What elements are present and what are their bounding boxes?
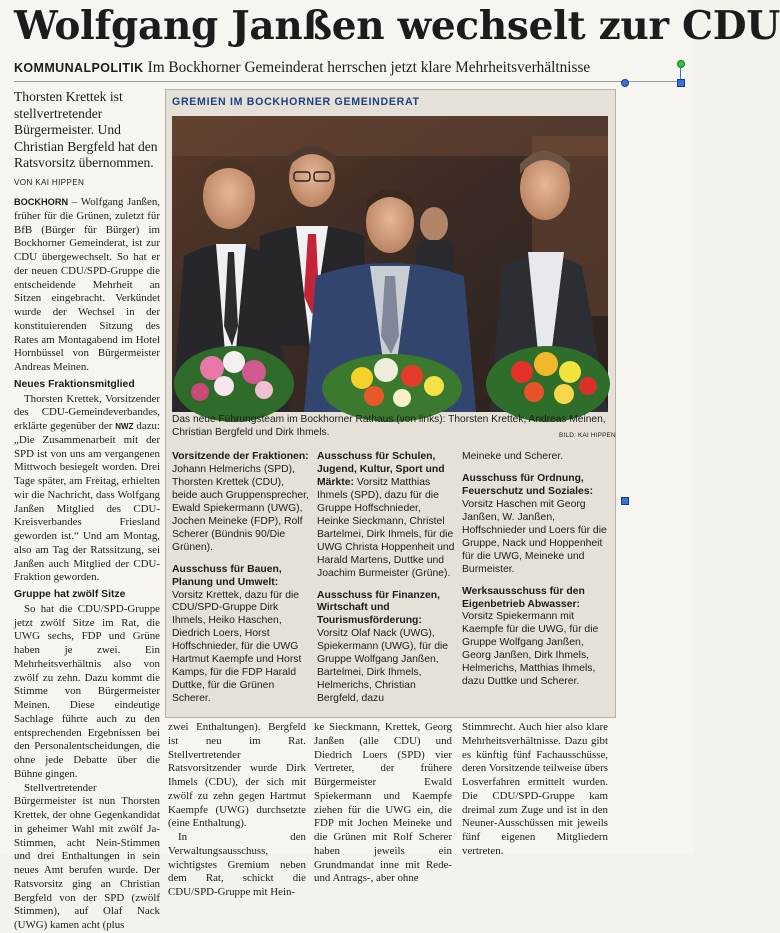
committee-entry-continued: Meineke und Scherer. — [462, 451, 564, 462]
paragraph: BOCKHORN – Wolfgang Janßen, früher für die Grünen, zuletzt für BfB (Bürger für Bürger) im Bockhorner Gemeinderat, ist zur CDU übergewechselt. So hat er der neuen CDU/SPD-Gruppe die entscheidende Mehrheit an Sitzen eingebracht. Verkündet wurde der Wechsel in der konstituierenden Sitzung des Rates am Montagabend im Hotel Hornbüssel von Bürgermeister Andreas Meinen. — [14, 196, 160, 373]
committee-entry: Werksausschuss für den Eigenbetrieb Abwasser: Vorsitz Spiekermann mit Kaempfe für die UWG, für die Gruppe Wolfgang Janßen, Georg Janßen, Dirk Ihmels, Helmerichs, Matthias Ihmels, dazu Duttke und Scherer. — [462, 585, 599, 688]
paragraph: Stimmrecht. Auch hier also klare Mehrheitsverhältnisse. Dazu gibt es künftig fünf Fachausschüsse, deren Vorsitzende teilweise übers Losverfahren ermittelt wurden. Die CDU/SPD-Gruppe kam dreimal zum Zuge und ist in den Neuner-Ausschüssen mit jeweils fünf eigenen Mitgliedern vertreten. — [462, 721, 608, 857]
bouquet-right — [486, 346, 610, 422]
bouquet-left — [174, 346, 294, 422]
box-column-2 — [317, 451, 455, 715]
article-column-3 — [314, 721, 452, 886]
photo-caption: Das neue Führungsteam im Bockhorner Rathaus (von links): Thorsten Krettek, Andreas Meinen, Christian Bergfeld und Dirk Ihmels. — [172, 414, 606, 438]
committee-entry: Ausschuss für Ordnung, Feuerschutz und Soziales: Vorsitz Haschen mit Georg Janßen, W. Janßen, Hoffschnieder und Loers für die Gruppe, Nack und Hoppenheit für die UWG, Meineke und Burmeister. — [462, 472, 607, 575]
subheadline-text: Im Bockhorner Gemeinderat herrschen jetzt klare Mehrheitsverhältnisse — [147, 59, 591, 76]
box-column-1 — [172, 451, 310, 715]
article-column-4 — [462, 721, 608, 859]
bouquet-center — [322, 354, 462, 422]
article-column-1 — [14, 196, 160, 933]
paragraph: So hat die CDU/SPD-Gruppe jetzt zwölf Sitze im Rat, die UWG sechs, FDP und Grüne haben je zwei. Ein Mehrheitsverhältnis also von zwölf zu zehn. Dazu kommt die Stimme von Bürgermeister Meinen. Diese eindeutige Sachlage führte auch zu den entsprechenden Ergebnissen bei den Personalentscheidungen, die ohne jede Debatte über die Bühne gingen. — [14, 602, 160, 780]
dateline: BOCKHORN — [14, 197, 69, 207]
byline: VON KAI HIPPEN — [14, 178, 85, 187]
photo-credit: BILD: KAI HIPPEN — [559, 432, 616, 439]
paragraph: ke Sieckmann, Krettek, Georg Janßen (alle CDU) und Diedrich Loers (SPD) vier Vertreter, der frühere Bürgermeister Ewald Spiekermann und Kaempfe ziehen für die UWG ein, die FDP mit Jochen Meineke und die Grünen mit Rolf Scherer haben jeweils ein Grundmandat inne mit Rede- und Antrags-, aber ohne — [314, 721, 452, 885]
committee-entry: Ausschuss für Finanzen, Wirtschaft und Tourismusförderung: Vorsitz Olaf Nack (UWG), Spiekermann (UWG), für die Gruppe Wolfgang Janßen, Bartelmei, Dirk Ihmels, Helmerichs, Christian Bergfeld, dazu — [317, 589, 449, 705]
paragraph: In den Verwaltungsausschuss, wichtigstes Gremium neben dem Rat, schickt die CDU/SPD-Gruppe mit Hein- — [168, 831, 306, 898]
nwz-logo-text: NWZ — [115, 422, 134, 431]
section-kicker: KOMMUNALPOLITIK — [14, 61, 144, 75]
subhead: Gruppe hat zwölf Sitze — [14, 589, 126, 600]
paragraph: zwei Enthaltungen). Bergfeld ist neu im Rat. Stellvertretender Ratsvorsitzender wurde Dirk Ihmels (CDU), der sich mit zwölf zu zehn gegen Hartmut Kaempfe (UWG) durchsetzte (eine Enthaltung). — [168, 721, 306, 830]
info-box-title: GREMIEN IM BOCKHORNER GEMEINDERAT — [172, 96, 420, 108]
committee-entry: Vorsitzende der Fraktionen: Johann Helmerichs (SPD), Thorsten Krettek (CDU), beide auch Gruppensprecher, Ewald Spiekermann (UWG), Jochen Meineke (FDP), Rolf Scherer (Bündnis 90/Die Grünen). — [172, 451, 309, 553]
committee-entry: Ausschuss für Schulen, Jugend, Kultur, Sport und Märkte: Vorsitz Matthias Ihmels (SPD), dazu für die Gruppe Hoffschnieder, Heinke Sieckmann, Christel Bartelmei, Dirk Ihmels, für die UWG Christa Hoppenheit und Harald Martens, Duttke und Joachim Burmeister (Grüne). — [317, 451, 455, 579]
paragraph: Stellvertretender Bürgermeister ist nun Thorsten Krettek, der ohne Gegenkandidat in geheimer Wahl mit zwölf Ja-Stimmen, acht Nein-Stimmen und drei Enthaltungen in sein neues Amt berufen wurde. Der Ratsvorsitz ging an Christian Bergfeld von der SPD (zwölf Stimmen), auf Olaf Nack (UWG) kamen acht (plus — [14, 781, 160, 931]
box-column-3 — [462, 451, 608, 698]
headline-rule — [14, 81, 680, 82]
lead-paragraph: Thorsten Krettek ist stellvertretender Bürgermeister. Und Christian Bergfeld hat den Ratsvorsitz übernommen. — [14, 89, 158, 171]
paragraph: Thorsten Krettek, Vorsitzender des CDU-Gemeindeverbandes, erklärte gegenüber der NWZ dazu: „Die Zusammenarbeit mit der SPD ist von uns am vergangenen Mittwoch besiegelt worden. Drei Tage später, am Freitag, erhielten wir die Nachricht, dass Wolfgang Janßen Mitglied des CDU-Kreisverbandes Friesland geworden ist.“ Und am Montag, also am Tag der Ratssitzung, sei Janßen auch Mitglied der CDU-Fraktion geworden. — [14, 392, 161, 584]
headline: Wolfgang Janßen wechselt zur CDU — [14, 3, 780, 49]
subheadline — [14, 58, 680, 78]
rotate-handle[interactable] — [677, 60, 685, 68]
group-photo — [172, 116, 608, 412]
committee-entry: Ausschuss für Bauen, Planung und Umwelt: Vorsitz Krettek, dazu für die CDU/SPD-Gruppe Dirk Ihmels, Heiko Haschen, Diedrich Loers, Horst Hoffschnieder, für die UWG Hartmut Kaempfe und Horst Kamps, für die FDP Harald Duttke, für die Grünen Scherer. — [172, 563, 302, 705]
article-column-2 — [168, 721, 306, 900]
selection-handle-middle-right[interactable] — [621, 497, 629, 505]
selection-handle-top-right[interactable] — [677, 79, 685, 87]
subhead: Neues Fraktionsmitglied — [14, 378, 135, 390]
selection-handle-top-left[interactable] — [621, 79, 629, 87]
